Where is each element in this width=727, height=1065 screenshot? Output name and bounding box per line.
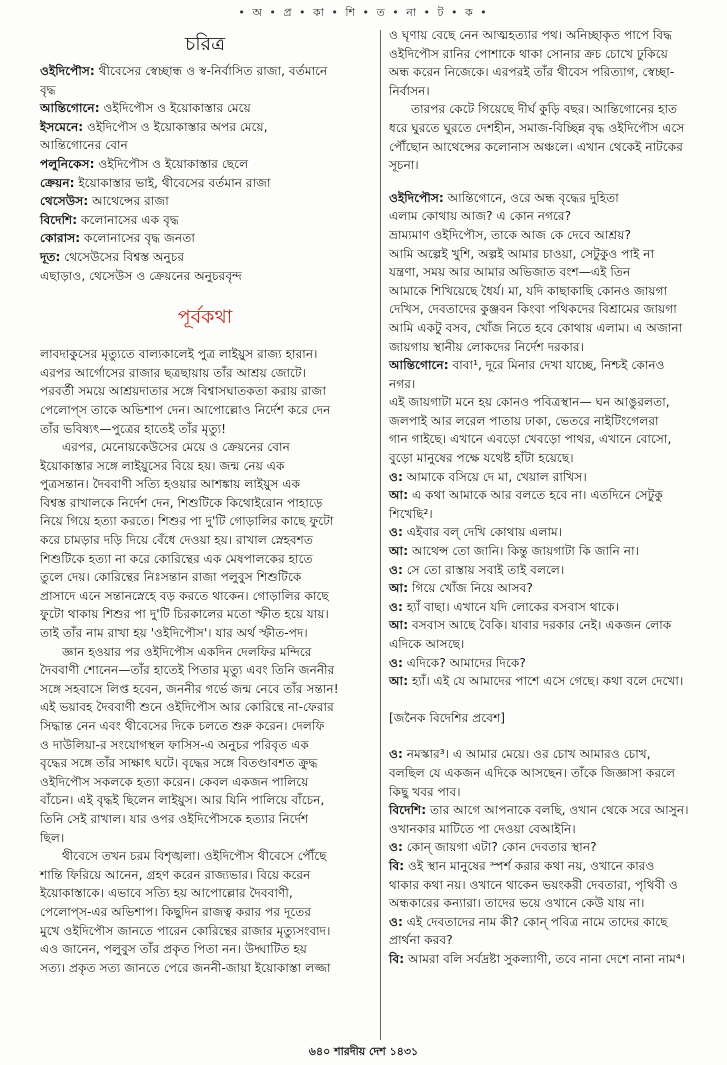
dialogue-text: বাবা¹, দূরে মিনার দেখা যাচ্ছে, নিশ্চই কোনও xyxy=(448,358,665,373)
character-name: পলুনিকেস: xyxy=(40,156,95,171)
character-entry xyxy=(40,118,370,137)
character-name: কোরাস: xyxy=(40,231,81,246)
dialogue-line xyxy=(389,635,694,654)
dialogue-text: নমস্কার³। এ আমার মেয়ে। ওর চোখ আমারও চোখ, xyxy=(402,747,651,762)
character-name: দূত: xyxy=(40,249,61,264)
speaker-label: আ: xyxy=(389,581,409,596)
character-entry xyxy=(40,62,370,81)
text-line: এরপর, মেনোয়কেউসের মেয়ে ও ক্রেয়নের বোন xyxy=(62,440,290,455)
dialogue-text: ওখানকার মাটিতে পা দেওয়া বেআইনি। xyxy=(389,821,576,836)
text-line: অন্ধ করেন নিজেকে। এরপরই তাঁর থীবেস পরিত্যাগ, স্বেচ্ছা- xyxy=(389,65,675,80)
dialogue-line xyxy=(389,300,694,319)
character-name: ওইদিপৌস: xyxy=(40,64,95,78)
character-description: আন্তিগোনের বোন xyxy=(40,138,128,153)
dialogue-line xyxy=(389,468,694,487)
character-entry xyxy=(40,192,370,211)
dialogue-line xyxy=(389,226,694,245)
character-entry xyxy=(40,174,370,193)
dialogue-line xyxy=(389,282,694,301)
text-line: দৈববাণী শোনেন—তাঁর হাতেই পিতার মৃত্যু এবং তিনি জননীর xyxy=(40,663,335,678)
character-description: কলোনাসের বৃদ্ধ জনতা xyxy=(80,231,195,246)
speaker-label: ও: xyxy=(389,914,403,929)
characters-list xyxy=(40,62,370,285)
character-description: ওইদিপৌস ও ইয়োকাস্তার ছেলে xyxy=(94,156,249,171)
dialogue-line xyxy=(389,449,694,468)
text-line: নির্বাসন। xyxy=(389,83,430,98)
character-entry xyxy=(40,229,370,248)
page-footer: ৬৪০ শারদীয় দেশ ১৪৩১ xyxy=(308,1045,419,1058)
dialogue-line xyxy=(389,338,694,357)
dialogue-text: এ কথা আমাকে আর বলতে হবে না। এতদিনে সেটুকু xyxy=(408,488,663,503)
dialogue-text: ভ্রাম্যমাণ ওইদিপৌস, তাকে আজ কে দেবে আশ্রয়? xyxy=(389,227,631,242)
text-line: পেলোপ্‌স-এর অভিশাপ। কিছুদিন রাজত্ব করার পর দূতের xyxy=(40,904,312,919)
text-line: সঙ্গে সহবাসে লিপ্ত হবেন, জননীর গর্ভে জন্ম নেবে তাঁর সন্তান! xyxy=(40,681,339,696)
dialogue-text: ওই স্থান মানুষের স্পর্শ করার কথা নয়, ওখানে কারও xyxy=(404,858,655,873)
character-name: থেসেউস: xyxy=(40,194,89,209)
text-line: শান্তি ফিরিয়ে আনেন, গ্রহণ করেন রাজ্যভার। বিয়ে করেন xyxy=(40,867,311,882)
character-name: আন্তিগোনে: xyxy=(40,101,100,116)
text-line: সিদ্ধান্ত নেন এবং থীবেসের দিকে চলতে শুরু করেন। দেলফি xyxy=(40,719,325,733)
speaker-label: বি: xyxy=(389,858,405,873)
text-line: ওইদিপৌস সকলকে হত্যা করেন। কেবল একজন পালিয়ে xyxy=(40,774,309,789)
character-entry xyxy=(40,267,370,286)
character-description: এছাড়াও, থেসেউস ও ক্রেয়নের অনুচরবৃন্দ xyxy=(40,268,242,283)
dialogue-text: কোন্ জায়গা এটা? কোন দেবতার স্থান? xyxy=(402,840,597,855)
dialogue-text: নগর। xyxy=(389,376,416,391)
character-description: বৃদ্ধ xyxy=(40,82,56,97)
dialogue-text: এই জায়গাটা মনে হয় কোনও পবিত্রস্থান— ঘন আঙুরলতা, xyxy=(389,395,670,410)
dialogue-line xyxy=(389,189,694,208)
dialogue-text: এদিকে আসছে। xyxy=(389,637,465,651)
dialogue-line xyxy=(389,561,694,580)
text-line: ও ঘৃণায় বেছে নেন আত্মহত্যার পথ। অনিচ্ছাকৃত পাপে বিদ্ধ xyxy=(389,28,673,42)
dialogue-block-1 xyxy=(389,189,694,691)
character-description: ওইদিপৌস ও ইয়োকাস্তার মেয়ে xyxy=(99,101,251,116)
dialogue-block-2 xyxy=(389,745,694,968)
text-line: এও জানেন, পলুবুস তাঁর প্রকৃত পিতা নন। উদ্ঘাটিত হয় xyxy=(40,942,307,957)
text-line: ও দাউলিয়া-র সংযোগস্থল ফাসিস-এ অনুচর পরিবৃত এক xyxy=(40,737,309,752)
speaker-label: বি: xyxy=(389,951,405,966)
dialogue-line xyxy=(389,894,694,913)
speaker-label: বিদেশি: xyxy=(389,803,427,818)
character-entry xyxy=(40,136,370,155)
dialogue-line xyxy=(389,654,694,673)
dialogue-text: আমাকে শিখিয়েছে ধৈর্য। মা, যদি কাছাকাছি কোনও জায়গা xyxy=(389,283,668,298)
dialogue-line xyxy=(389,913,694,932)
character-name: ক্রেয়ন: xyxy=(40,175,75,190)
dialogue-text: এলাম কোথায় আজ? এ কোন নগরে? xyxy=(389,209,572,224)
dialogue-text: আন্তিগোনে, ওরে অন্ধ বৃদ্ধের দুহিতা xyxy=(443,190,619,205)
dialogue-line xyxy=(389,393,694,412)
dialogue-text: জায়গায় স্থানীয় লোকদের নির্দেশ দরকার। xyxy=(389,339,584,354)
dialogue-line xyxy=(389,801,694,820)
dialogue-line xyxy=(389,838,694,857)
dialogue-text: অন্ধকারের কন্যারা। তাদের ভয়ে ওখানে কেউ যায় না। xyxy=(389,896,645,911)
speaker-label: আ: xyxy=(389,544,409,559)
dialogue-line xyxy=(389,876,694,895)
dialogue-line xyxy=(389,745,694,764)
speaker-label: ও: xyxy=(389,840,403,855)
character-entry xyxy=(40,155,370,174)
dialogue-text: সে তো রাস্তায় সবাই তাই বললে। xyxy=(402,562,565,577)
text-line: ওইদিপৌস রানির পোশাকে থাকা সোনার ক্রচ চোখে ঢুকিয়ে xyxy=(389,46,668,61)
text-line: মুখে ওইদিপৌস জানতে পারেন কোরিন্থের রাজার মৃত্যুসংবাদ। xyxy=(40,923,331,938)
dialogue-text: গিয়ে খোঁজ নিয়ে আসব? xyxy=(408,581,533,596)
characters-title: চরিত্র xyxy=(184,33,226,55)
dialogue-text: এই দেবতাদের নাম কী? কোন্ পবিত্র নামে তাদের কাছে xyxy=(402,914,668,929)
speaker-label: ও: xyxy=(389,655,403,670)
dialogue-line xyxy=(389,579,694,598)
text-line: ইয়োকাস্তাকে। এভাবে সত্যি হয় আপোল্লোর দৈববাণী, xyxy=(40,886,293,901)
text-line: বৃদ্ধের সঙ্গে তাঁর সাক্ষাৎ ঘটে। বৃদ্ধের সঙ্গে বিতণ্ডাবশত ক্রুদ্ধ xyxy=(40,756,318,771)
column-divider xyxy=(380,30,381,1040)
dialogue-text: আমাকে বসিয়ে দে মা, খেয়াল রাখিস। xyxy=(402,469,587,484)
character-name: ইসমেনে: xyxy=(40,119,84,134)
text-line: তারপর কেটে গিয়েছে দীর্ঘ কুড়ি বছর। আন্তিগোনের হাত xyxy=(411,102,678,117)
speaker-label: ওইদিপৌস: xyxy=(389,190,444,205)
character-name: বিদেশি: xyxy=(40,212,78,227)
dialogue-text: প্রার্থনা করব? xyxy=(389,933,453,948)
dialogue-line xyxy=(389,245,694,264)
dialogue-text: আমি একটু বসব, খোঁজ নিতে হবে কোথায় এলাম। এ অজানা xyxy=(389,320,683,335)
text-line: ফুটো থাকায় শিশুর পা দু'টি চিরকালের মতো স্ফীত হয়ে যায়। xyxy=(40,607,329,622)
text-line: ধরে ঘুরতে ঘুরতে দেশহীন, সমাজ-বিচ্ছিন্ন বৃদ্ধ ওইদিপৌস এসে xyxy=(389,120,685,135)
dialogue-line xyxy=(389,598,694,617)
dialogue-line xyxy=(389,375,694,394)
right-column xyxy=(389,26,694,969)
character-description: আথেন্সের রাজা xyxy=(88,194,169,209)
page-header: • অ • প্র • কা • শি • ত • না • ট • ক • xyxy=(238,6,489,19)
stage-direction: [জনৈক বিদেশির প্রবেশ] xyxy=(389,710,506,725)
dialogue-text: বুড়ো মানুষের পক্ষে যথেষ্ট হাঁটা হয়েছে। xyxy=(389,451,574,466)
text-line: বাঁচেন। এই বৃদ্ধই ছিলেন লাইয়ুস। আর যিনি পালিয়ে বাঁচেন, xyxy=(40,793,325,808)
character-entry xyxy=(40,99,370,118)
dialogue-line xyxy=(389,207,694,226)
dialogue-line xyxy=(389,764,694,783)
dialogue-text: গান গাইছে। এখানে এবড়ো খেবড়ো পাথর, এখানে বোসো, xyxy=(389,432,672,447)
dialogue-line xyxy=(389,783,694,802)
text-line: তিনি সেই রাখাল। যার ওপর ওইদিপৌসকে হত্যার নির্দেশ xyxy=(40,811,309,826)
character-description: কলোনাসের এক বৃদ্ধ xyxy=(77,212,179,227)
dialogue-line xyxy=(389,820,694,839)
text-line: ছিল। xyxy=(40,830,65,845)
dialogue-line xyxy=(389,505,694,524)
dialogue-text: আমরা বলি সর্বদ্রষ্টা সুকল্যাণী, তবে নানা দেশে নানা নাম⁴। xyxy=(404,951,686,966)
character-entry xyxy=(40,248,370,267)
dialogue-text: হ্যাঁ বাছা। এখানে যদি লোকের বসবাস থাকে। xyxy=(402,599,620,614)
speaker-label: আ: xyxy=(389,618,409,633)
speaker-label: আন্তিগোনে: xyxy=(389,358,449,373)
character-description: ইয়োকাস্তার ভাই, থীবেসের বর্তমান রাজা xyxy=(74,175,271,190)
intro-text xyxy=(389,26,694,175)
text-line: নিয়ে গিয়ে হত্যা করতে। শিশুর পা দু'টি গোড়ালির কাছে ফুটো xyxy=(40,514,334,529)
text-line: তুলে দেয়। কোরিন্থের নিঃসন্তান রাজা পলুবুস শিশুটিকে xyxy=(40,570,302,585)
speaker-label: ও: xyxy=(389,562,403,577)
speaker-label: আ: xyxy=(389,674,409,689)
dialogue-text: শিখেছি²। xyxy=(389,506,433,521)
text-line: তাই তাঁর নাম রাখা হয় 'ওইদিপৌস'। যার অর্থ স্ফীত-পদ। xyxy=(40,626,308,641)
text-line: পুত্রসন্তান। দৈববাণী সত্যি হওয়ার আশঙ্কায় লাইয়ুস এক xyxy=(40,477,301,492)
dialogue-line xyxy=(389,672,694,691)
character-entry xyxy=(40,81,370,100)
speaker-label: ও: xyxy=(389,525,403,540)
dialogue-text: যন্ত্রণা, সময় আর আমার অভিজাত বংশ—এই তিন xyxy=(389,265,631,280)
dialogue-line xyxy=(389,857,694,876)
text-line: করে চামড়ার দড়ি দিয়ে বেঁধে দেওয়া হয়। রাখাল স্নেহবশত xyxy=(40,533,313,548)
text-line: শিশুটিকে হত্যা না করে কোরিন্থের এক মেষপালকের হাতে xyxy=(40,551,313,566)
dialogue-line xyxy=(389,430,694,449)
dialogue-text: দেখিস, দেবতাদের কুঞ্জবন কিংবা পথিকদের বিশ্রামের জায়গা xyxy=(389,302,677,317)
dialogue-text: থাকার কথা নয়। ওখানে থাকেন ভয়ংকরী দেবতারা, পৃথিবী ও xyxy=(389,877,678,892)
character-entry xyxy=(40,211,370,230)
text-line: ইয়োকাস্তার সঙ্গে লাইয়ুসের বিয়ে হয়। জন্ম নেয় এক xyxy=(40,458,285,473)
text-line: এরপর আর্গোসের রাজার ছত্রছায়ায় তাঁর আশ্রয় জোটে। xyxy=(40,365,306,380)
dialogue-line xyxy=(389,931,694,950)
speaker-label: ও: xyxy=(389,469,403,484)
dialogue-text: জলপাই আর লরেল পাতায় ঢাকা, ভেতরে নাইটিংগেলরা xyxy=(389,413,659,428)
text-line: থীবেসে তখন চরম বিশৃঙ্খলা। ওইদিপৌস থীবেসে পৌঁছে xyxy=(62,849,327,864)
dialogue-text: কিছু খবর পাব। xyxy=(389,784,461,799)
dialogue-text: এইবার বল্ দেখি কোথায় এলাম। xyxy=(402,525,563,540)
dialogue-line xyxy=(389,319,694,338)
speaker-label: ও: xyxy=(389,747,403,762)
dialogue-text: আমি অল্পেই খুশি, অল্পই আমার চাওয়া, সেটুকুও পাই না xyxy=(389,246,655,261)
speaker-label: আ: xyxy=(389,488,409,503)
dialogue-text: তার আগে আপনাকে বলছি, ওখান থেকে সরে আসুন। xyxy=(426,803,689,818)
dialogue-text: এদিকে? আমাদের দিকে? xyxy=(402,655,526,670)
left-column xyxy=(40,26,370,977)
character-description: থেসেউসের বিশ্বস্ত অনুচর xyxy=(60,249,185,264)
dialogue-line xyxy=(389,616,694,635)
dialogue-text: আথেন্স তো জানি। কিন্তু জায়গাটা কি জানি না। xyxy=(408,544,639,559)
speaker-label: ও: xyxy=(389,599,403,614)
text-line: এই ভয়াবহ দৈববাণী শুনে ওইদিপৌস আর কোরিন্থে না-ফেরার xyxy=(40,700,334,715)
dialogue-line xyxy=(389,486,694,505)
dialogue-line xyxy=(389,542,694,561)
dialogue-text: হ্যাঁ। এই যে আমাদের পাশে এসে গেছে। কথা বলে দেখো। xyxy=(408,674,684,689)
text-line: জ্ঞান হওয়ার পর ওইদিপৌস একদিন দেলফির মন্দিরে xyxy=(62,644,312,659)
text-line: বিশ্বস্ত রাখালকে নির্দেশ দেন, শিশুটিকে কিথোইরোন পাহাড়ে xyxy=(40,495,323,510)
character-description: থীবেসের স্বেচ্ছান্ধ ও স্ব-নির্বাসিত রাজা, বর্তমানে xyxy=(94,64,328,78)
dialogue-line xyxy=(389,356,694,375)
prologue-title: পূর্বকথা xyxy=(177,306,233,329)
text-line: পৌঁছোন আথেন্সের কলোনাস অঞ্চলে। এখান থেকেই নাটকের xyxy=(389,139,683,154)
dialogue-text: বলছিল যে একজন এদিকে আসছেন। তাঁকে জিজ্ঞাসা করলে xyxy=(389,765,676,780)
dialogue-line xyxy=(389,412,694,431)
text-line: সূচনা। xyxy=(389,158,419,173)
text-line: পেলোপ্‌স তাকে অভিশাপ দেন। আপোল্লোও নির্দেশ করে দেন xyxy=(40,402,331,417)
dialogue-text: বসবাস আছে বৈকি। যাবার দরকার নেই। একজন লোক xyxy=(408,618,672,633)
text-line: পরবর্তী সময়ে আশ্রয়দাতার সঙ্গে বিশ্বাসঘাতকতা করায় রাজা xyxy=(40,384,326,399)
text-line: লাবদাকুসের মৃত্যুতে বাল্যকালেই পুত্র লাইয়ুস রাজ্য হারান। xyxy=(40,347,318,362)
dialogue-line xyxy=(389,523,694,542)
text-line: তাঁর ভবিষ্যৎ—পুত্রের হাতেই তাঁর মৃত্যু! xyxy=(40,421,227,436)
text-line: প্রাসাদে এনে সন্তানস্নেহে বড় করতে থাকেন। গোড়ালির কাছে xyxy=(40,588,329,603)
dialogue-line xyxy=(389,950,694,969)
character-description: ওইদিপৌস ও ইয়োকাস্তার অপর মেয়ে, xyxy=(83,119,268,134)
text-line: সত্য। প্রকৃত সত্য জানতে পেরে জননী-জায়া ইয়োকাস্তা লজ্জা xyxy=(40,960,331,975)
dialogue-line xyxy=(389,263,694,282)
prologue-text xyxy=(40,345,370,977)
